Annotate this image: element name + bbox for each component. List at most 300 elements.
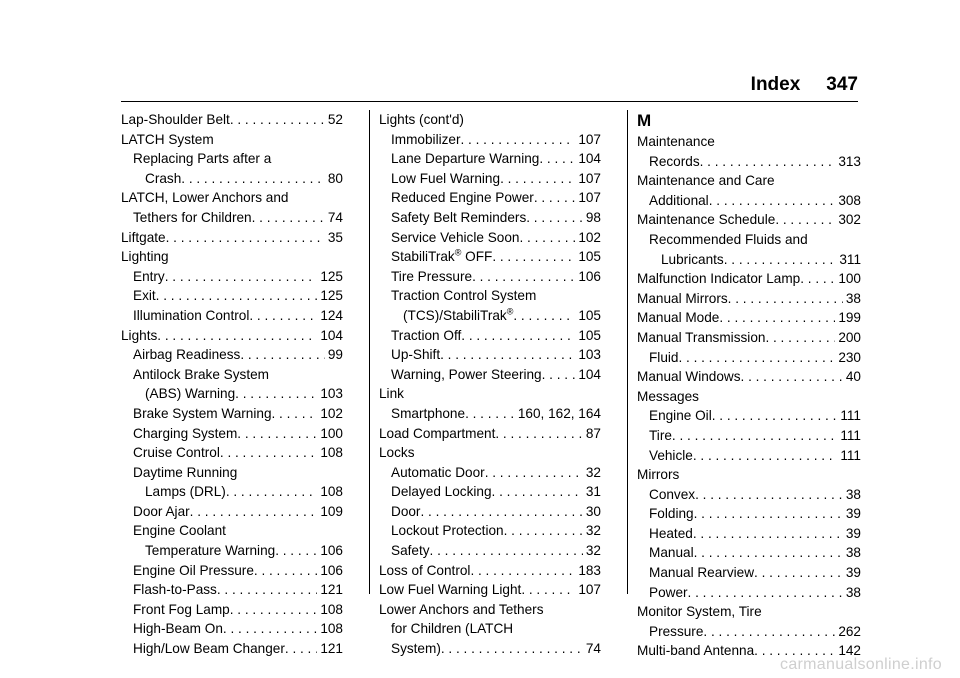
dot-leader [235,384,317,404]
index-entry-page: 109 [320,503,343,519]
index-entry-label: Records [649,153,700,169]
index-entry-label: Power [649,584,688,600]
index-entry-page: 105 [578,327,601,343]
index-entry-label: for Children (LATCH [391,621,514,637]
index-entry-label: Mirrors [637,467,680,483]
index-entry-label: Immobilizer [391,131,461,147]
index-entry-label: Flash-to-Pass [133,582,217,598]
index-entry [121,580,343,600]
index-entry-page: 106 [320,543,343,559]
index-entry [379,521,601,541]
index-entry-label: Lower Anchors and Tethers [379,601,544,617]
index-entry [379,619,601,639]
dot-leader [688,583,843,603]
dot-leader [504,521,583,541]
index-entry-page: 107 [578,131,601,147]
index-entry-label: Brake System Warning [133,405,272,421]
index-entry-page: 108 [320,621,343,637]
index-entry-label: Service Vehicle Soon [391,229,520,245]
index-entry [121,208,343,228]
index-entry-page: 32 [585,543,601,559]
dot-leader [461,130,576,150]
index-entry-page: 107 [578,582,601,598]
index-entry [121,600,343,620]
index-entry-label: Pressure [649,623,704,639]
index-entry-page: 108 [320,445,343,461]
dot-leader [534,188,575,208]
dot-leader [719,308,835,328]
index-entry [379,502,601,522]
index-entry-page: 39 [845,525,861,541]
dot-leader [800,269,835,289]
dot-leader [254,561,317,581]
index-entry-page: 102 [320,405,343,421]
index-entry-label: Temperature Warning [145,543,276,559]
index-entry-page: 38 [845,486,861,502]
index-entry-page: 102 [578,229,601,245]
index-entry [379,130,601,150]
dot-leader [240,345,325,365]
index-entry-page: 200 [838,329,861,345]
index-entry [121,443,343,463]
index-entry [637,446,861,466]
index-entry [637,602,861,622]
index-entry-label: Lane Departure Warning [391,151,540,167]
index-entry-label: Crash [145,170,182,186]
index-entry-label: Daytime Running [133,464,238,480]
index-entry-label: Heated [649,525,693,541]
index-entry [379,561,601,581]
index-entry-label: Entry [133,268,165,284]
index-entry-label: Tire [649,427,672,443]
index-entry [637,524,861,544]
index-entry-label: Recommended Fluids and [649,231,808,247]
index-entry [379,384,601,404]
index-entry-label: Lighting [121,249,169,265]
index-entry-label: Up-Shift [391,347,441,363]
index-entry [121,404,343,424]
index-entry-label: Warning, Power Steering [391,366,542,382]
index-entry-label: Load Compartment [379,425,496,441]
index-entry-page: 38 [845,290,861,306]
index-entry [379,600,601,620]
index-column-3 [627,110,861,661]
index-entry [121,619,343,639]
dot-leader [693,524,843,544]
index-entry [379,326,601,346]
index-entry [379,110,601,130]
index-entry [637,543,861,563]
dot-leader [217,580,317,600]
index-entry-label: Antilock Brake System [133,366,269,382]
dot-leader [724,250,837,270]
dot-leader [237,424,317,444]
index-entry-page: 74 [327,209,343,225]
index-entry-page: 87 [585,425,601,441]
dot-leader [226,482,317,502]
index-entry [637,191,861,211]
index-entry-label: LATCH, Lower Anchors and [121,190,289,206]
index-entry-label: Additional [649,192,709,208]
index-entry-page: 125 [320,288,343,304]
index-entry-page: 32 [585,523,601,539]
index-entry [637,152,861,172]
watermark: carmanualsonline.info [780,656,942,673]
index-entry-page: 104 [578,366,601,382]
index-entry-label: Replacing Parts after a [133,151,272,167]
index-entry [637,230,861,250]
header-rule [121,101,858,102]
index-entry-label: Vehicle [649,447,693,463]
index-entry-page: 106 [578,268,601,284]
dot-leader [275,541,317,561]
index-entry-page: 35 [327,229,343,245]
index-entry-page: 160, 162, 164 [517,405,601,421]
dot-leader [500,169,575,189]
dot-leader [220,443,317,463]
index-entry-label: Lockout Protection [391,523,504,539]
index-entry-label: Smartphone [391,405,466,421]
index-column-1 [121,110,353,659]
dot-leader [703,622,835,642]
dot-leader [285,639,317,659]
dot-leader [712,406,838,426]
index-entry-label: Charging System [133,425,238,441]
index-entry [379,188,601,208]
index-entry [121,247,343,267]
index-entry [637,387,861,407]
index-entry [121,502,343,522]
index-entry [379,306,601,326]
index-entry-page: 111 [840,447,861,463]
index-entry-label: Messages [637,388,699,404]
index-entry-page: 39 [845,506,861,522]
dot-leader [181,169,325,189]
index-entry-label: Cruise Control [133,445,220,461]
index-entry-label: Lap-Shoulder Belt [121,112,230,127]
index-entry-label: Low Fuel Warning [391,170,501,186]
index-entry-page: 32 [585,464,601,480]
dot-leader [694,543,843,563]
index-entry-label: Automatic Door [391,464,485,480]
dot-leader [230,600,318,620]
index-entry [637,250,861,270]
index-entry-label: Folding [649,506,694,522]
page-header [751,74,858,96]
index-entry-label: Low Fuel Warning Light [379,582,522,598]
dot-leader [672,426,837,446]
dot-leader [521,580,575,600]
index-entry-label: Door [391,503,421,519]
index-entry-label: System) [391,641,441,657]
dot-leader [252,208,325,228]
index-entry [121,188,343,208]
dot-leader [492,247,575,267]
index-entry-page: 105 [578,249,601,265]
index-entry [121,149,343,169]
index-entry-page: 142 [838,643,861,659]
index-entry [637,426,861,446]
index-entry-label: Exit [133,288,156,304]
index-entry [121,561,343,581]
index-entry [637,269,861,289]
index-entry-page: 107 [578,170,601,186]
index-entry-label: Lubricants [661,251,724,267]
index-entry [121,639,343,659]
index-entry [379,286,601,306]
index-entry-page: 38 [845,584,861,600]
dot-leader [728,289,843,309]
index-entry-page: 105 [578,307,601,323]
index-entry-label: Engine Oil [649,408,712,424]
index-entry-page: 52 [327,112,343,127]
index-entry [637,465,861,485]
dot-leader [513,306,575,326]
index-entry-label: Link [379,386,404,402]
index-entry-page: 100 [320,425,343,441]
dot-leader [430,541,583,561]
index-entry [121,384,343,404]
index-entry-page: 107 [578,190,601,206]
index-entry [121,365,343,385]
index-entry-label: Lights [121,327,158,343]
index-entry-label: Safety Belt Reminders [391,209,527,225]
index-entry-label: (TCS)/StabiliTrak® [403,306,514,323]
index-entry-page: 183 [578,562,601,578]
index-entry-page: 230 [838,349,861,365]
index-entry [637,563,861,583]
index-entry-label: Safety [391,543,430,559]
index-entry [121,345,343,365]
index-entry-label: Manual [649,545,694,561]
index-entry-label: Maintenance and Care [637,173,775,189]
dot-leader [441,639,583,659]
dot-leader [741,367,843,387]
index-entry-label: Liftgate [121,229,166,245]
index-entry-page: 111 [840,427,861,443]
dot-leader [700,152,836,172]
index-entry-label: Loss of Control [379,562,471,578]
index-entry [637,348,861,368]
index-entry-label: Reduced Engine Power [391,190,534,206]
index-entry-page: 125 [320,268,343,284]
index-entry-label: Tethers for Children [133,209,252,225]
dot-leader [542,365,576,385]
index-entry-label: Maintenance Schedule [637,212,776,228]
index-entry [121,267,343,287]
index-entry-label: Engine Oil Pressure [133,562,254,578]
index-entry-label: Delayed Locking [391,484,492,500]
index-entry-label: Maintenance [637,134,715,149]
index-entry-page: 30 [585,503,601,519]
dot-leader [539,149,575,169]
index-entry [379,580,601,600]
index-entry [379,365,601,385]
dot-leader [472,267,575,287]
index-entry-label: Traction Control System [391,288,537,304]
dot-leader [420,502,582,522]
index-entry-page: 106 [320,562,343,578]
dot-leader [249,306,317,326]
header-title: Index [750,74,801,95]
index-entry-page: 31 [585,484,601,500]
index-entry [121,541,343,561]
index-entry-page: 39 [845,565,861,581]
dot-leader [495,424,583,444]
dot-leader [693,446,837,466]
index-entry-page: 121 [320,641,343,657]
index-entry-label: Monitor System, Tire [637,604,762,620]
index-entry [379,463,601,483]
index-entry-label: Multi-band Antenna [637,643,755,659]
index-entry-page: 302 [838,212,861,228]
index-entry [121,110,343,130]
index-entry-label: Tire Pressure [391,268,473,284]
dot-leader [526,208,583,228]
index-entry [121,424,343,444]
dot-leader [709,191,836,211]
index-entry-label: LATCH System [121,131,214,147]
index-entry-label: Fluid [649,349,679,365]
index-entry [637,622,861,642]
index-entry-label: (ABS) Warning [145,386,236,402]
index-entry [121,326,343,346]
index-entry-label: Lights (cont'd) [379,112,464,127]
index-entry-page: 121 [320,582,343,598]
index-entry [637,308,861,328]
index-entry-label: Lamps (DRL) [145,484,226,500]
dot-leader [190,502,318,522]
index-entry [121,306,343,326]
index-entry [379,424,601,444]
dot-leader [775,210,835,230]
index-entry-label: Airbag Readiness [133,347,241,363]
index-entry-page: 124 [320,307,343,323]
index-entry [379,169,601,189]
index-entry [379,149,601,169]
index-entry-label: Manual Transmission [637,329,766,345]
dot-leader [166,228,325,248]
index-entry-label: Manual Mirrors [637,290,728,306]
index-entry [637,328,861,348]
index-entry [637,504,861,524]
index-entry [121,286,343,306]
dot-leader [754,563,843,583]
page-number: 347 [826,74,858,95]
index-entry [379,639,601,659]
index-entry-page: 74 [585,641,601,657]
dot-leader [465,404,515,424]
index-entry [637,171,861,191]
index-entry [379,443,601,463]
dot-leader [157,326,317,346]
index-entry [379,247,601,267]
dot-leader [440,345,575,365]
index-entry [637,289,861,309]
dot-leader [272,404,318,424]
index-entry [121,130,343,150]
index-entry-page: 100 [838,271,861,287]
dot-leader [765,328,835,348]
registered-mark: ® [506,306,514,317]
dot-leader [230,110,325,130]
index-section-letter: M [637,111,652,130]
index-entry-label: High/Low Beam Changer [133,641,285,657]
index-entry-label: High-Beam On [133,621,223,637]
index-entry [637,132,861,152]
index-entry [637,485,861,505]
index-entry-label: Front Fog Lamp [133,601,230,617]
index-entry-page: 104 [320,327,343,343]
index-entry-label: Door Ajar [133,503,190,519]
dot-leader [485,463,583,483]
index-entry [637,210,861,230]
index-entry-page: 98 [585,209,601,225]
index-entry [379,404,601,424]
index-entry [379,345,601,365]
dot-leader [470,561,575,581]
index-entry [637,367,861,387]
index-entry [121,521,343,541]
index-entry-page: 103 [578,347,601,363]
index-entry-page: 38 [845,545,861,561]
index-entry-label: Traction Off [391,327,462,343]
index-entry [379,228,601,248]
index-entry-page: 313 [838,153,861,169]
index-entry [637,406,861,426]
index-entry [379,267,601,287]
index-entry-page: 108 [320,484,343,500]
index-entry-label: Illumination Control [133,307,250,323]
dot-leader [694,504,843,524]
dot-leader [461,326,575,346]
index-entry-page: 80 [327,170,343,186]
dot-leader [156,286,318,306]
index-entry-page: 104 [578,151,601,167]
dot-leader [492,482,583,502]
index-entry-label: Manual Mode [637,310,720,326]
index-entry [637,583,861,603]
index-entry-page: 262 [838,623,861,639]
index-entry [379,541,601,561]
dot-leader [165,267,318,287]
index-entry-label: StabiliTrak® OFF [391,247,493,265]
index-entry-label: Malfunction Indicator Lamp [637,271,801,287]
index-entry-page: 199 [838,310,861,326]
index-entry [379,482,601,502]
index-entry-page: 108 [320,601,343,617]
index-entry-page: 99 [327,347,343,363]
dot-leader [678,348,835,368]
dot-leader [695,485,843,505]
dot-leader [223,619,317,639]
index-entry-page: 103 [320,386,343,402]
index-entry-page: 308 [838,192,861,208]
index-entry [121,169,343,189]
index-entry-label: Manual Rearview [649,565,755,581]
index-entry-label: Locks [379,445,415,461]
index-entry-page: 40 [845,369,861,385]
index-entry-page: 111 [840,408,861,424]
index-entry-label: Engine Coolant [133,523,226,539]
index-entry-page: 311 [839,251,861,267]
index-entry-label: Manual Windows [637,369,741,385]
index-entry [121,463,343,483]
registered-mark: ® [454,247,462,258]
index-column-2 [369,110,601,659]
index-entry [121,482,343,502]
index-entry [379,208,601,228]
